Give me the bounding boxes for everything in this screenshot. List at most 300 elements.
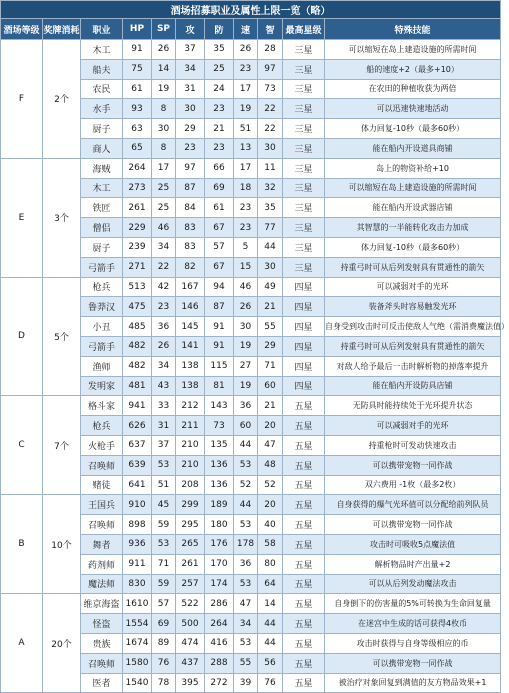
- skill-cell: 其智慧的一半能转化攻击力加成: [325, 218, 501, 238]
- skill-cell: 持重枪时可发动快速攻击: [325, 435, 501, 455]
- job-cell: 渔师: [81, 356, 123, 376]
- hp-cell: 75: [123, 59, 152, 79]
- job-cell: 铁匠: [81, 198, 123, 218]
- max-star-cell: 三星: [283, 218, 325, 238]
- spd-cell: 30: [234, 317, 258, 337]
- def-cell: 24: [205, 79, 234, 99]
- sp-cell: 59: [152, 515, 176, 535]
- skill-cell: 无防具时能持续处于光环提升状态: [325, 396, 501, 416]
- int-cell: 22: [258, 119, 283, 139]
- hp-cell: 936: [123, 534, 152, 554]
- header-cell: SP: [152, 19, 176, 40]
- max-star-cell: 五星: [283, 455, 325, 475]
- def-cell: 91: [205, 336, 234, 356]
- int-cell: 58: [258, 534, 283, 554]
- def-cell: 81: [205, 376, 234, 396]
- def-cell: 35: [205, 40, 234, 60]
- hp-cell: 639: [123, 455, 152, 475]
- spd-cell: 27: [234, 356, 258, 376]
- hp-cell: 1540: [123, 673, 152, 693]
- spd-cell: 19: [234, 336, 258, 356]
- def-cell: 189: [205, 495, 234, 515]
- sp-cell: 57: [152, 594, 176, 614]
- max-star-cell: 三星: [283, 99, 325, 119]
- sp-cell: 53: [152, 455, 176, 475]
- table-row: [1, 396, 501, 416]
- tavern-grade-cell: A: [1, 594, 43, 693]
- job-cell: 怪盗: [81, 614, 123, 634]
- spd-cell: 39: [234, 673, 258, 693]
- sp-cell: 14: [152, 59, 176, 79]
- header-cell: 酒场等级: [1, 19, 43, 40]
- hp-cell: 1674: [123, 633, 152, 653]
- int-cell: 56: [258, 653, 283, 673]
- sp-cell: 51: [152, 475, 176, 495]
- medal-cost-cell: 10个: [43, 495, 81, 594]
- medal-cost-cell: 20个: [43, 594, 81, 693]
- skill-cell: 双六费用 -1枚（最多2枚）: [325, 475, 501, 495]
- spd-cell: 44: [234, 435, 258, 455]
- hp-cell: 1580: [123, 653, 152, 673]
- atk-cell: 167: [176, 277, 205, 297]
- skill-cell: 可以携带宠物一同作战: [325, 653, 501, 673]
- spd-cell: 23: [234, 198, 258, 218]
- atk-cell: 500: [176, 614, 205, 634]
- sp-cell: 26: [152, 40, 176, 60]
- def-cell: 57: [205, 237, 234, 257]
- skill-cell: 岛上的物资补给+10: [325, 158, 501, 178]
- atk-cell: 84: [176, 198, 205, 218]
- max-star-cell: 三星: [283, 178, 325, 198]
- sp-cell: 45: [152, 495, 176, 515]
- spd-cell: 17: [234, 79, 258, 99]
- spd-cell: 51: [234, 119, 258, 139]
- sp-cell: 25: [152, 198, 176, 218]
- job-cell: 召唤师: [81, 515, 123, 535]
- int-cell: 44: [258, 614, 283, 634]
- int-cell: 97: [258, 59, 283, 79]
- sp-cell: 53: [152, 534, 176, 554]
- job-cell: 厨子: [81, 119, 123, 139]
- max-star-cell: 四星: [283, 336, 325, 356]
- sp-cell: 8: [152, 138, 176, 158]
- skill-cell: 体力回复-10秒（最多60秒）: [325, 119, 501, 139]
- def-cell: 180: [205, 515, 234, 535]
- max-star-cell: 四星: [283, 317, 325, 337]
- skill-cell: 可以从后列发动魔法攻击: [325, 574, 501, 594]
- skill-cell: 自身倒下的伤害量的5%可转换为生命回复量: [325, 594, 501, 614]
- header-cell: 最高星级: [283, 19, 325, 40]
- spd-cell: 23: [234, 218, 258, 238]
- tavern-grade-cell: D: [1, 277, 43, 396]
- def-cell: 67: [205, 257, 234, 277]
- hp-cell: 1554: [123, 614, 152, 634]
- skill-cell: 攻击时可吸收5点魔法值: [325, 534, 501, 554]
- hp-cell: 63: [123, 119, 152, 139]
- int-cell: 60: [258, 376, 283, 396]
- atk-cell: 211: [176, 416, 205, 436]
- int-cell: 40: [258, 515, 283, 535]
- job-cell: 弓箭手: [81, 257, 123, 277]
- int-cell: 55: [258, 317, 283, 337]
- hp-cell: 475: [123, 297, 152, 317]
- atk-cell: 395: [176, 673, 205, 693]
- hp-cell: 273: [123, 178, 152, 198]
- int-cell: 48: [258, 455, 283, 475]
- max-star-cell: 五星: [283, 534, 325, 554]
- job-cell: 魔法师: [81, 574, 123, 594]
- hp-cell: 1610: [123, 594, 152, 614]
- int-cell: 22: [258, 99, 283, 119]
- skill-cell: 被治疗对象回复到满值的友方物品效果+1: [325, 673, 501, 693]
- header-cell: 速: [234, 19, 258, 40]
- job-cell: 厨子: [81, 237, 123, 257]
- spd-cell: 26: [234, 297, 258, 317]
- def-cell: 272: [205, 673, 234, 693]
- max-star-cell: 三星: [283, 257, 325, 277]
- atk-cell: 522: [176, 594, 205, 614]
- def-cell: 264: [205, 614, 234, 634]
- spd-cell: 53: [234, 574, 258, 594]
- job-cell: 维京海盗: [81, 594, 123, 614]
- def-cell: 73: [205, 416, 234, 436]
- hp-cell: 482: [123, 336, 152, 356]
- hp-cell: 261: [123, 198, 152, 218]
- sp-cell: 59: [152, 574, 176, 594]
- sp-cell: 89: [152, 633, 176, 653]
- def-cell: 174: [205, 574, 234, 594]
- max-star-cell: 四星: [283, 297, 325, 317]
- table-row: [1, 594, 501, 614]
- max-star-cell: 三星: [283, 237, 325, 257]
- int-cell: 28: [258, 40, 283, 60]
- sp-cell: 34: [152, 237, 176, 257]
- header-cell: 职业: [81, 19, 123, 40]
- sp-cell: 43: [152, 376, 176, 396]
- sp-cell: 46: [152, 218, 176, 238]
- def-cell: 87: [205, 297, 234, 317]
- max-star-cell: 五星: [283, 416, 325, 436]
- spd-cell: 60: [234, 416, 258, 436]
- def-cell: 115: [205, 356, 234, 376]
- max-star-cell: 三星: [283, 59, 325, 79]
- job-cell: 舞者: [81, 534, 123, 554]
- max-star-cell: 五星: [283, 475, 325, 495]
- sp-cell: 26: [152, 336, 176, 356]
- sp-cell: 8: [152, 99, 176, 119]
- int-cell: 71: [258, 356, 283, 376]
- spd-cell: 26: [234, 40, 258, 60]
- max-star-cell: 三星: [283, 79, 325, 99]
- max-star-cell: 三星: [283, 198, 325, 218]
- skill-cell: 可以减弱对手的光环: [325, 416, 501, 436]
- header-cell: 攻: [176, 19, 205, 40]
- spd-cell: 17: [234, 158, 258, 178]
- hp-cell: 637: [123, 435, 152, 455]
- atk-cell: 212: [176, 396, 205, 416]
- spd-cell: 178: [234, 534, 258, 554]
- spd-cell: 15: [234, 257, 258, 277]
- atk-cell: 141: [176, 336, 205, 356]
- def-cell: 25: [205, 59, 234, 79]
- spd-cell: 53: [234, 633, 258, 653]
- atk-cell: 30: [176, 99, 205, 119]
- medal-cost-cell: 2个: [43, 40, 81, 159]
- max-star-cell: 五星: [283, 396, 325, 416]
- job-cell: 枪兵: [81, 277, 123, 297]
- spd-cell: 13: [234, 138, 258, 158]
- hp-cell: 482: [123, 356, 152, 376]
- medal-cost-cell: 7个: [43, 396, 81, 495]
- def-cell: 416: [205, 633, 234, 653]
- def-cell: 286: [205, 594, 234, 614]
- def-cell: 135: [205, 435, 234, 455]
- hp-cell: 271: [123, 257, 152, 277]
- tavern-grade-cell: B: [1, 495, 43, 594]
- spd-cell: 18: [234, 178, 258, 198]
- atk-cell: 474: [176, 633, 205, 653]
- job-cell: 木工: [81, 178, 123, 198]
- def-cell: 170: [205, 554, 234, 574]
- sp-cell: 25: [152, 178, 176, 198]
- skill-cell: 解析物品时产出量+2: [325, 554, 501, 574]
- hp-cell: 641: [123, 475, 152, 495]
- job-cell: 僧侣: [81, 218, 123, 238]
- sp-cell: 36: [152, 317, 176, 337]
- max-star-cell: 五星: [283, 495, 325, 515]
- table-row: [1, 158, 501, 178]
- def-cell: 176: [205, 534, 234, 554]
- skill-cell: 可以缩短在岛上建造设施的所需时间: [325, 40, 501, 60]
- sp-cell: 76: [152, 653, 176, 673]
- table-row: [1, 40, 501, 60]
- max-star-cell: 五星: [283, 633, 325, 653]
- def-cell: 94: [205, 277, 234, 297]
- spd-cell: 55: [234, 653, 258, 673]
- table-body: [1, 40, 509, 693]
- hp-cell: 626: [123, 416, 152, 436]
- sp-cell: 37: [152, 435, 176, 455]
- job-cell: 医者: [81, 673, 123, 693]
- hp-cell: 830: [123, 574, 152, 594]
- spd-cell: 52: [234, 475, 258, 495]
- atk-cell: 29: [176, 119, 205, 139]
- sp-cell: 19: [152, 79, 176, 99]
- def-cell: 67: [205, 218, 234, 238]
- sp-cell: 42: [152, 277, 176, 297]
- skill-cell: 可以携带宠物一同作战: [325, 455, 501, 475]
- int-cell: 20: [258, 416, 283, 436]
- table-title: 酒场招募职业及属性上限一览（略）: [1, 1, 501, 19]
- max-star-cell: 三星: [283, 40, 325, 60]
- def-cell: 143: [205, 396, 234, 416]
- job-cell: 农民: [81, 79, 123, 99]
- job-cell: 木工: [81, 40, 123, 60]
- hp-cell: 911: [123, 554, 152, 574]
- max-star-cell: 四星: [283, 277, 325, 297]
- def-cell: 69: [205, 178, 234, 198]
- tavern-grade-cell: E: [1, 158, 43, 277]
- int-cell: 11: [258, 158, 283, 178]
- job-cell: 商人: [81, 138, 123, 158]
- hp-cell: 264: [123, 158, 152, 178]
- int-cell: 77: [258, 218, 283, 238]
- def-cell: 91: [205, 317, 234, 337]
- sp-cell: 17: [152, 158, 176, 178]
- sp-cell: 30: [152, 119, 176, 139]
- atk-cell: 97: [176, 158, 205, 178]
- job-cell: 船夫: [81, 59, 123, 79]
- int-cell: 30: [258, 257, 283, 277]
- header-row: [1, 19, 501, 40]
- int-cell: 44: [258, 633, 283, 653]
- atk-cell: 437: [176, 653, 205, 673]
- max-star-cell: 五星: [283, 515, 325, 535]
- job-cell: 枪兵: [81, 416, 123, 436]
- def-cell: 23: [205, 138, 234, 158]
- atk-cell: 210: [176, 455, 205, 475]
- sp-cell: 34: [152, 356, 176, 376]
- int-cell: 47: [258, 435, 283, 455]
- atk-cell: 138: [176, 376, 205, 396]
- hp-cell: 91: [123, 40, 152, 60]
- max-star-cell: 五星: [283, 554, 325, 574]
- atk-cell: 34: [176, 59, 205, 79]
- max-star-cell: 四星: [283, 356, 325, 376]
- int-cell: 30: [258, 138, 283, 158]
- int-cell: 20: [258, 495, 283, 515]
- atk-cell: 208: [176, 475, 205, 495]
- int-cell: 73: [258, 79, 283, 99]
- def-cell: 23: [205, 99, 234, 119]
- hp-cell: 93: [123, 99, 152, 119]
- atk-cell: 87: [176, 178, 205, 198]
- skill-cell: 装备斧头时容易触发光环: [325, 297, 501, 317]
- atk-cell: 82: [176, 257, 205, 277]
- skill-cell: 能在船内开设道具商铺: [325, 138, 501, 158]
- tavern-grade-cell: C: [1, 396, 43, 495]
- atk-cell: 37: [176, 40, 205, 60]
- spd-cell: 5: [234, 237, 258, 257]
- skill-cell: 可以迅速快速地活动: [325, 99, 501, 119]
- skill-cell: 能在船内开设防具店铺: [325, 376, 501, 396]
- def-cell: 66: [205, 158, 234, 178]
- sp-cell: 33: [152, 396, 176, 416]
- def-cell: 61: [205, 198, 234, 218]
- table-row: [1, 495, 501, 515]
- spd-cell: 23: [234, 59, 258, 79]
- spd-cell: 19: [234, 99, 258, 119]
- table-row: [1, 277, 501, 297]
- job-cell: 小丑: [81, 317, 123, 337]
- def-cell: 136: [205, 455, 234, 475]
- spd-cell: 46: [234, 277, 258, 297]
- skill-cell: 对敌人给予最后一击时解析物的掉落率提升: [325, 356, 501, 376]
- def-cell: 21: [205, 119, 234, 139]
- skill-cell: 自身获得的爆气光环值可以分配给前列队员: [325, 495, 501, 515]
- int-cell: 35: [258, 198, 283, 218]
- spd-cell: 19: [234, 376, 258, 396]
- max-star-cell: 三星: [283, 158, 325, 178]
- int-cell: 44: [258, 237, 283, 257]
- atk-cell: 31: [176, 79, 205, 99]
- job-cell: 鲁莽汉: [81, 297, 123, 317]
- header-cell: 奖牌消耗: [43, 19, 81, 40]
- sp-cell: 31: [152, 416, 176, 436]
- skill-cell: 持重弓时可从后列发射具有贯通性的箭矢: [325, 257, 501, 277]
- header-cell: 智: [258, 19, 283, 40]
- sp-cell: 22: [152, 257, 176, 277]
- hp-cell: 61: [123, 79, 152, 99]
- int-cell: 80: [258, 554, 283, 574]
- hp-cell: 481: [123, 376, 152, 396]
- spd-cell: 53: [234, 455, 258, 475]
- medal-cost-cell: 5个: [43, 277, 81, 396]
- atk-cell: 23: [176, 138, 205, 158]
- atk-cell: 261: [176, 554, 205, 574]
- skill-cell: 可以携带宠物一同作战: [325, 515, 501, 535]
- atk-cell: 265: [176, 534, 205, 554]
- sp-cell: 78: [152, 673, 176, 693]
- int-cell: 29: [258, 336, 283, 356]
- int-cell: 52: [258, 475, 283, 495]
- max-star-cell: 五星: [283, 673, 325, 693]
- atk-cell: 146: [176, 297, 205, 317]
- sp-cell: 23: [152, 297, 176, 317]
- spd-cell: 34: [234, 614, 258, 634]
- hp-cell: 941: [123, 396, 152, 416]
- hp-cell: 229: [123, 218, 152, 238]
- atk-cell: 257: [176, 574, 205, 594]
- skill-cell: 船的速度+2（最多+10）: [325, 59, 501, 79]
- atk-cell: 138: [176, 356, 205, 376]
- sp-cell: 69: [152, 614, 176, 634]
- skill-cell: 攻击时获得与自身等级相应的币: [325, 633, 501, 653]
- job-cell: 海贼: [81, 158, 123, 178]
- job-cell: 格斗家: [81, 396, 123, 416]
- job-cell: 召唤师: [81, 455, 123, 475]
- int-cell: 21: [258, 297, 283, 317]
- int-cell: 32: [258, 178, 283, 198]
- skill-cell: 自身受到攻击时可反击使敌人气绝（需消费魔法值）: [325, 317, 501, 337]
- header-cell: 特殊技能: [325, 19, 501, 40]
- atk-cell: 210: [176, 435, 205, 455]
- max-star-cell: 五星: [283, 574, 325, 594]
- max-star-cell: 五星: [283, 653, 325, 673]
- atk-cell: 295: [176, 515, 205, 535]
- hp-cell: 513: [123, 277, 152, 297]
- skill-cell: 可以缩短在岛上建造设施的所需时间: [325, 178, 501, 198]
- sp-cell: 71: [152, 554, 176, 574]
- def-cell: 136: [205, 475, 234, 495]
- int-cell: 21: [258, 396, 283, 416]
- hp-cell: 65: [123, 138, 152, 158]
- skill-cell: 在农田的种植收获为两倍: [325, 79, 501, 99]
- spd-cell: 36: [234, 396, 258, 416]
- spd-cell: 36: [234, 554, 258, 574]
- spd-cell: 44: [234, 495, 258, 515]
- hp-cell: 485: [123, 317, 152, 337]
- atk-cell: 145: [176, 317, 205, 337]
- skill-cell: 体力回复-10秒（最多60秒）: [325, 237, 501, 257]
- skill-cell: 可以减弱对手的光环: [325, 277, 501, 297]
- max-star-cell: 三星: [283, 119, 325, 139]
- max-star-cell: 四星: [283, 376, 325, 396]
- job-cell: 王国兵: [81, 495, 123, 515]
- job-cell: 贵族: [81, 633, 123, 653]
- hp-cell: 239: [123, 237, 152, 257]
- job-cell: 火枪手: [81, 435, 123, 455]
